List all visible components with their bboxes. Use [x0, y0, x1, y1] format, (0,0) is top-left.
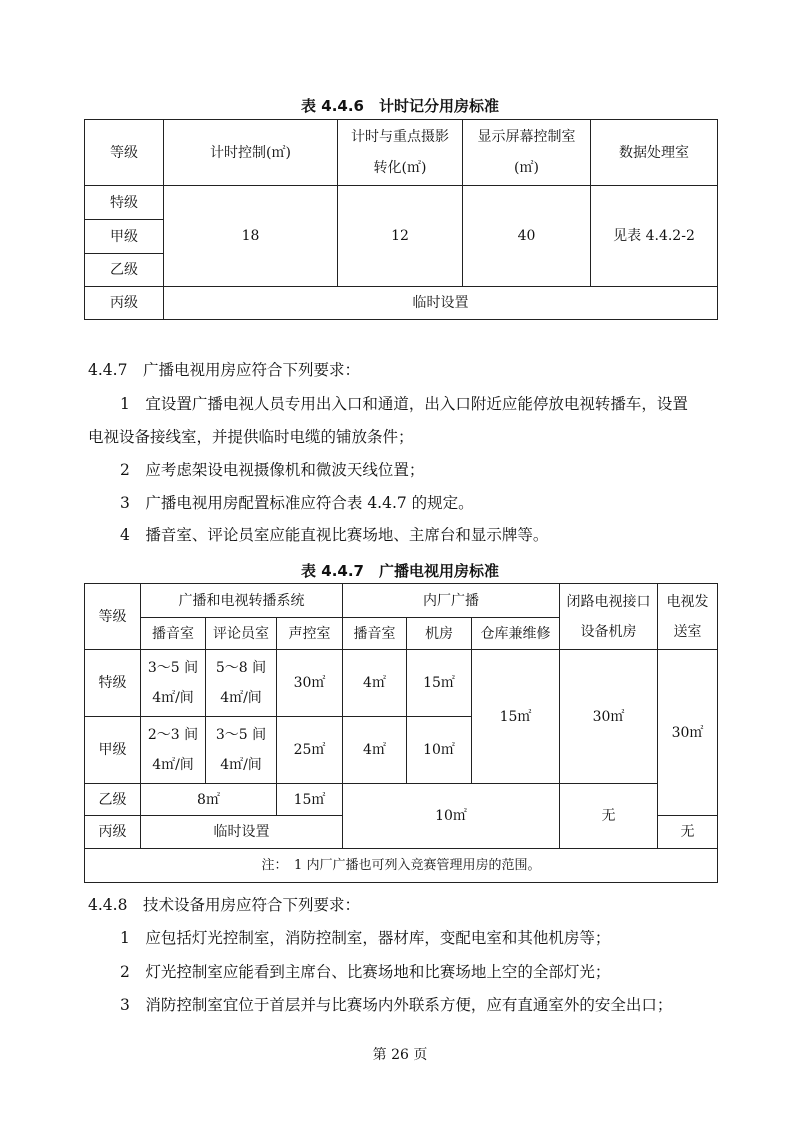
t2-sub-broadcast-room: 播音室 — [141, 618, 206, 650]
section-447-item-1-cont: 电视设备接线室，并提供临时电缆的铺放条件； — [88, 428, 414, 446]
header-display-control: 显示屏幕控制室 (㎡) — [463, 120, 591, 186]
t2-te-broadcast: 3～5 间 4㎡/间 — [141, 650, 206, 717]
t2-jia-commentator: 3～5 间 4㎡/间 — [206, 717, 277, 784]
t2-jia-machine-room: 10㎡ — [407, 717, 472, 784]
t2-header-broadcast-tv: 广播和电视转播系统 — [141, 584, 343, 618]
grade-yi: 乙级 — [85, 254, 164, 287]
t2-grade-yi: 乙级 — [85, 784, 141, 816]
page-number: 第 26 页 — [372, 1047, 428, 1063]
value-timing-photo: 12 — [338, 186, 463, 287]
t2-bing-temp: 临时设置 — [141, 816, 343, 849]
t2-sub-commentator-room: 评论员室 — [206, 618, 277, 650]
t2-te-sound: 30㎡ — [277, 650, 343, 717]
grade-bing: 丙级 — [85, 287, 164, 320]
value-bing-temp: 临时设置 — [164, 287, 718, 320]
t2-te-internal-broadcast: 4㎡ — [343, 650, 407, 717]
t2-yi-sound: 15㎡ — [277, 784, 343, 816]
t2-sub-warehouse: 仓库兼维修 — [472, 618, 560, 650]
t2-warehouse-te-jia: 15㎡ — [472, 650, 560, 784]
t2-header-tv-send: 电视发 送室 — [658, 584, 718, 650]
t2-internal-yi-bing: 10㎡ — [343, 784, 560, 849]
section-447-heading: 4.4.7 广播电视用房应符合下列要求： — [88, 361, 360, 379]
t2-header-closed-circuit: 闭路电视接口 设备机房 — [560, 584, 658, 650]
t2-jia-sound: 25㎡ — [277, 717, 343, 784]
t2-jia-internal-broadcast: 4㎡ — [343, 717, 407, 784]
table-446 — [84, 119, 718, 320]
section-447-item-3: 3 广播电视用房配置标准应符合表 4.4.7 的规定。 — [120, 494, 474, 512]
t2-yi-broadcast: 8㎡ — [141, 784, 277, 816]
section-447-item-2: 2 应考虑架设电视摄像机和微波天线位置； — [120, 461, 425, 479]
t2-jia-broadcast: 2～3 间 4㎡/间 — [141, 717, 206, 784]
t2-grade-jia: 甲级 — [85, 717, 141, 784]
section-448-item-3: 3 消防控制室宜位于首层并与比赛场内外联系方便，应有直通室外的安全出口； — [120, 996, 673, 1014]
t2-te-commentator: 5～8 间 4㎡/间 — [206, 650, 277, 717]
table-446-caption: 表 4.4.6 计时记分用房标准 — [301, 97, 499, 115]
t2-closed-te-jia: 30㎡ — [560, 650, 658, 784]
section-448-heading: 4.4.8 技术设备用房应符合下列要求： — [88, 896, 360, 914]
t2-closed-yi-bing: 无 — [560, 784, 658, 849]
section-447-item-4: 4 播音室、评论员室应能直视比赛场地、主席台和显示牌等。 — [120, 526, 549, 544]
table-447 — [84, 583, 718, 883]
value-timing-control: 18 — [164, 186, 338, 287]
t2-sub-sound-control: 声控室 — [277, 618, 343, 650]
t2-note: 注： 1 内厂广播也可列入竞赛管理用房的范围。 — [85, 849, 718, 883]
t2-tv-send-bing: 无 — [658, 816, 718, 849]
value-data-room: 见表 4.4.2-2 — [591, 186, 718, 287]
t2-te-machine-room: 15㎡ — [407, 650, 472, 717]
value-display-control: 40 — [463, 186, 591, 287]
grade-jia: 甲级 — [85, 220, 164, 254]
t2-tv-send-te-yi: 30㎡ — [658, 650, 718, 816]
t2-sub-internal-broadcast-room: 播音室 — [343, 618, 407, 650]
section-448-item-1: 1 应包括灯光控制室，消防控制室，器材库，变配电室和其他机房等； — [120, 929, 611, 947]
t2-header-grade: 等级 — [85, 584, 141, 650]
t2-sub-machine-room: 机房 — [407, 618, 472, 650]
t2-grade-bing: 丙级 — [85, 816, 141, 849]
header-grade: 等级 — [85, 120, 164, 186]
t2-grade-te: 特级 — [85, 650, 141, 717]
header-timing-photo: 计时与重点摄影 转化(㎡) — [338, 120, 463, 186]
grade-te: 特级 — [85, 186, 164, 220]
table-447-caption: 表 4.4.7 广播电视用房标准 — [301, 562, 499, 580]
section-447-item-1: 1 宜设置广播电视人员专用出入口和通道，出入口附近应能停放电视转播车，设置 — [120, 395, 688, 413]
header-data-room: 数据处理室 — [591, 120, 718, 186]
t2-header-internal: 内厂广播 — [343, 584, 560, 618]
section-448-item-2: 2 灯光控制室应能看到主席台、比赛场地和比赛场地上空的全部灯光； — [120, 963, 611, 981]
header-timing-control: 计时控制(㎡) — [164, 120, 338, 186]
